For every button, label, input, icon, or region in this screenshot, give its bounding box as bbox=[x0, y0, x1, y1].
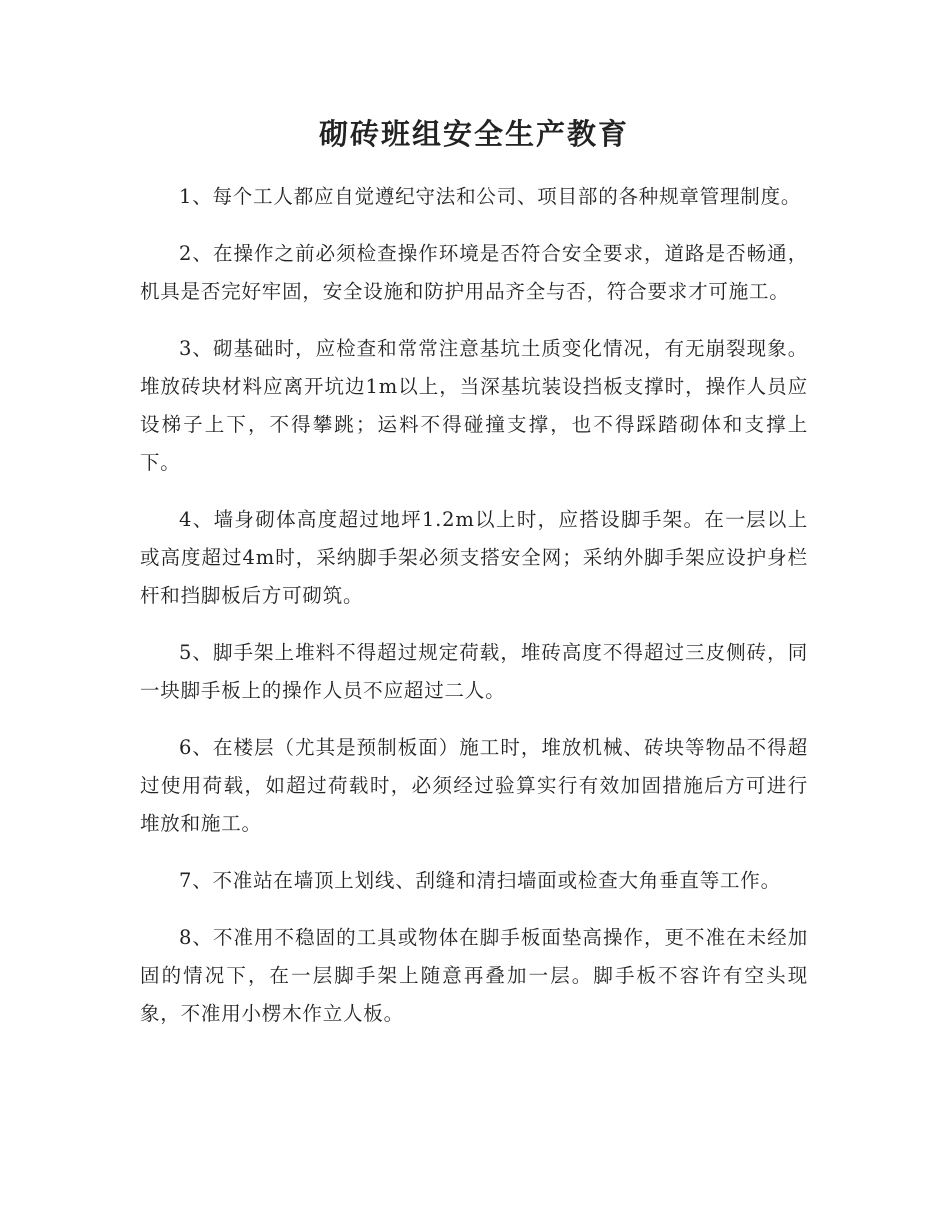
paragraph-2: 2、在操作之前必须检查操作环境是否符合安全要求，道路是否畅通，机具是否完好牢固，安全设施和防护用品齐全与否，符合要求才可施工。 bbox=[140, 242, 808, 303]
document-page bbox=[140, 108, 808, 1052]
paragraph-1: 1、每个工人都应自觉遵纪守法和公司、项目部的各种规章管理制度。 bbox=[179, 185, 802, 208]
paragraph-3: 3、砌基础时，应检查和常常注意基坑土质变化情况，有无崩裂现象。堆放砖块材料应离开坑边1m以上，当深基坑装设挡板支撑时，操作人员应设梯子上下，不得攀跳；运料不得碰撞支撑，也不得踩踏砌体和支撑上下。 bbox=[140, 337, 808, 474]
paragraph-6: 6、在楼层（尤其是预制板面）施工时，堆放机械、砖块等物品不得超过使用荷载，如超过荷载时，必须经过验算实行有效加固措施后方可进行堆放和施工。 bbox=[140, 736, 808, 835]
paragraph-4: 4、墙身砌体高度超过地坪1.2m以上时，应搭设脚手架。在一层以上或高度超过4m时，采纳脚手架必须支搭安全网；采纳外脚手架应设护身栏杆和挡脚板后方可砌筑。 bbox=[140, 508, 808, 607]
paragraph-7: 7、不准站在墙顶上划线、刮缝和清扫墙面或检查大角垂直等工作。 bbox=[179, 869, 781, 892]
paragraph-5: 5、脚手架上堆料不得超过规定荷载，堆砖高度不得超过三皮侧砖，同一块脚手板上的操作人员不应超过二人。 bbox=[140, 641, 808, 702]
document-title: 砌砖班组安全生产教育 bbox=[318, 117, 629, 151]
paragraph-8: 8、不准用不稳固的工具或物体在脚手板面垫高操作，更不准在未经加固的情况下，在一层脚手架上随意再叠加一层。脚手板不容许有空头现象，不准用小楞木作立人板。 bbox=[140, 926, 808, 1025]
